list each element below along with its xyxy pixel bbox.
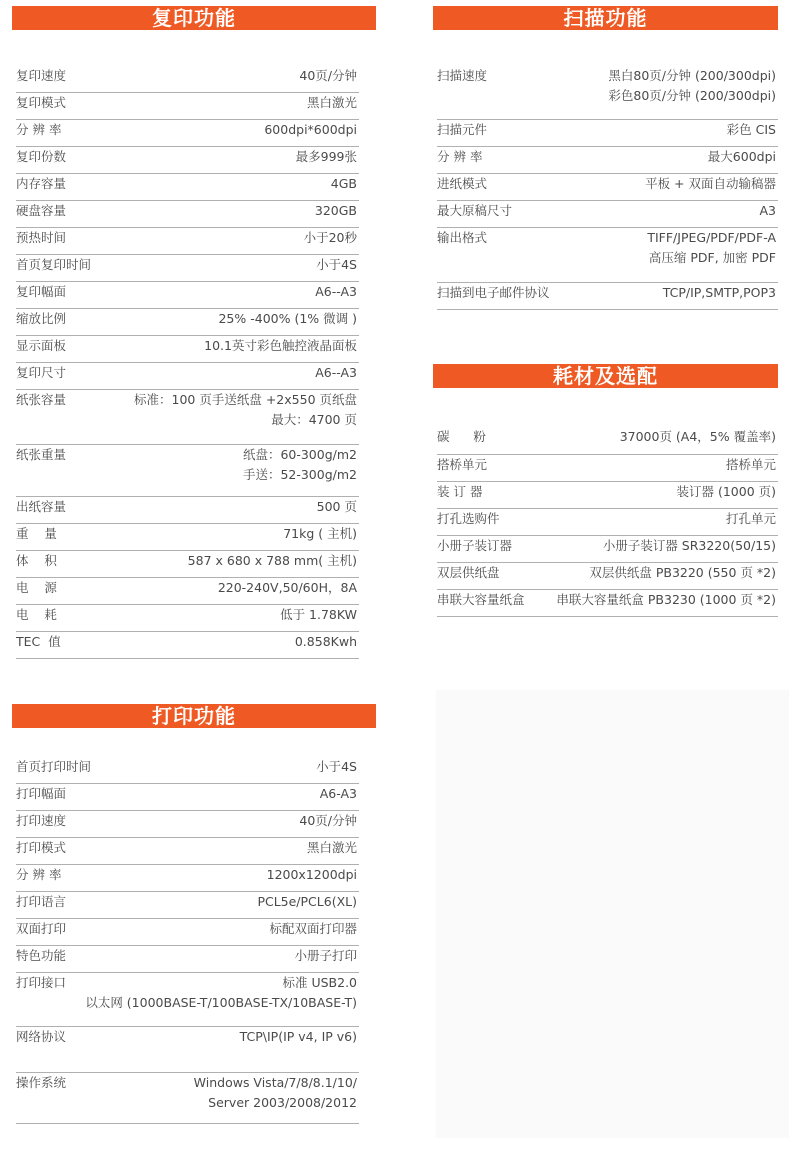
spec-value-line: 小册子装订器 SR3220(50/15) [602, 538, 776, 553]
spec-value-line: 最多999张 [295, 149, 357, 164]
spec-label: 打印幅面 [16, 786, 67, 801]
spec-value-line: 标准 USB2.0 [282, 975, 357, 990]
spec-value [620, 427, 776, 447]
spec-value-line: 500 页 [316, 499, 357, 514]
spec-label: 扫描到电子邮件协议 [437, 285, 550, 300]
spec-value-line: 最大：4700 页 [271, 412, 357, 427]
spec-value-line: A6--A3 [315, 284, 357, 299]
spec-label: 打印速度 [16, 813, 67, 828]
copy-spec-row [16, 93, 359, 120]
spec-value [608, 66, 776, 106]
spec-label: 特色功能 [16, 948, 67, 963]
scan-spec-row [437, 66, 778, 120]
scan-spec-row [437, 174, 778, 201]
spec-value [264, 120, 357, 140]
supplies-spec-row [437, 455, 778, 482]
spec-value [280, 605, 357, 625]
spec-value [645, 174, 776, 194]
copy-section [12, 6, 376, 649]
spec-label: 预热时间 [16, 230, 67, 245]
spec-value [603, 536, 776, 556]
spec-label: 打印语言 [16, 894, 67, 909]
spec-label: 网络协议 [16, 1029, 67, 1044]
spec-value-line: TIFF/JPEG/PDF/PDF-A [647, 230, 776, 245]
spec-label: 输出格式 [437, 230, 488, 245]
spec-label: 分 辨 率 [437, 149, 483, 164]
print-spec-row [16, 1027, 359, 1073]
spec-value-line: 黑白80页/分钟 (200/300dpi) [608, 68, 776, 83]
copy-spec-row [16, 282, 359, 309]
spec-label: 复印份数 [16, 149, 67, 164]
spec-value-line: 标准：100 页手送纸盘 +2x550 页纸盘 [134, 392, 357, 407]
copy-spec-row [16, 632, 359, 659]
spec-value [589, 563, 776, 583]
spec-value [283, 524, 357, 544]
spec-value [304, 228, 357, 248]
copy-spec-row [16, 524, 359, 551]
copy-spec-row [16, 497, 359, 524]
print-spec-row [16, 1073, 359, 1124]
spec-value-line: 40页/分钟 [299, 68, 357, 83]
spec-value-line: 纸盘：60-300g/m2 [242, 447, 357, 462]
spec-label: 纸张容量 [16, 392, 67, 407]
spec-label: 复印幅面 [16, 284, 67, 299]
spec-label: 打印接口 [16, 975, 67, 990]
copy-spec-row [16, 120, 359, 147]
spec-value [269, 919, 357, 939]
supplies-section [433, 364, 778, 607]
spec-value-line: A3 [759, 203, 776, 218]
print-spec-row [16, 865, 359, 892]
spec-label: 串联大容量纸盒 [437, 592, 525, 607]
spec-value-line: 彩色 CIS [726, 122, 776, 137]
spec-value-line: 低于 1.78KW [280, 607, 357, 622]
spec-label: 打印模式 [16, 840, 67, 855]
scan-spec-row [437, 283, 778, 310]
spec-value-line: 小册子打印 [294, 948, 357, 963]
spec-value-line: 600dpi*600dpi [264, 122, 357, 137]
scan-spec-row [437, 228, 778, 283]
copy-spec-row [16, 174, 359, 201]
spec-value [194, 1073, 357, 1113]
spec-value-line: 4GB [330, 176, 357, 191]
spec-value-line: 以太网 (1000BASE-T/100BASE-TX/10BASE-T) [85, 995, 357, 1010]
copy-spec-row [16, 255, 359, 282]
spec-value [726, 455, 776, 475]
spec-value-line: 40页/分钟 [299, 813, 357, 828]
spec-label: 最大原稿尺寸 [437, 203, 513, 218]
spec-value-line: 串联大容量纸盒 PB3230 (1000 页 *2) [556, 592, 776, 607]
spec-value-line: Windows Vista/7/8/8.1/10/ [193, 1075, 357, 1090]
copy-spec-row [16, 363, 359, 390]
spec-label: 显示面板 [16, 338, 67, 353]
spec-label: 复印模式 [16, 95, 67, 110]
spec-label: 电 耗 [16, 607, 57, 622]
spec-value-line: 37000页 (A4，5% 覆盖率) [619, 429, 776, 444]
spec-label: TEC 值 [16, 634, 61, 649]
spec-label: 首页打印时间 [16, 759, 92, 774]
spec-value-line: 手送：52-300g/m2 [242, 467, 357, 482]
spec-label: 复印尺寸 [16, 365, 67, 380]
spec-label: 首页复印时间 [16, 257, 92, 272]
print-spec-row [16, 811, 359, 838]
spec-value [294, 946, 357, 966]
spec-value [315, 363, 357, 383]
spec-value [299, 811, 357, 831]
spec-label: 打孔选购件 [437, 511, 500, 526]
scan-spec-row [437, 201, 778, 228]
copy-spec-row [16, 551, 359, 578]
spec-label: 电 源 [16, 580, 57, 595]
blank-panel [436, 690, 789, 1138]
spec-value-line: 小于20秒 [303, 230, 357, 245]
copy-spec-row [16, 66, 359, 93]
copy-spec-row [16, 578, 359, 605]
print-spec-row [16, 784, 359, 811]
spec-value-line: 小于4S [316, 759, 357, 774]
spec-label: 体 积 [16, 553, 57, 568]
print-spec-row [16, 946, 359, 973]
spec-value-line: 587 x 680 x 788 mm( 主机) [187, 553, 357, 568]
spec-value-line: Server 2003/2008/2012 [208, 1095, 357, 1110]
copy-spec-row [16, 309, 359, 336]
spec-value [315, 282, 357, 302]
spec-label: 搭桥单元 [437, 457, 488, 472]
spec-label: 纸张重量 [16, 447, 67, 462]
spec-value [676, 482, 776, 502]
spec-value [331, 174, 357, 194]
spec-label: 双层供纸盘 [437, 565, 500, 580]
supplies-spec-row [437, 427, 778, 455]
print-spec-row [16, 892, 359, 919]
spec-label: 复印速度 [16, 68, 67, 83]
copy-section-title: 复印功能 [12, 6, 376, 30]
copy-spec-row [16, 390, 359, 445]
copy-spec-row [16, 445, 359, 497]
spec-value-line: TCP\IP(IP v4, IP v6) [239, 1029, 357, 1044]
spec-value [708, 147, 776, 167]
spec-value [727, 120, 776, 140]
spec-label: 扫描速度 [437, 68, 488, 83]
spec-value [556, 590, 776, 610]
spec-label: 重 量 [16, 526, 57, 541]
spec-value [307, 93, 357, 113]
spec-value-line: A6--A3 [315, 365, 357, 380]
supplies-spec-row [437, 536, 778, 563]
spec-label: 扫描元件 [437, 122, 488, 137]
spec-value-line: A6-A3 [319, 786, 357, 801]
supplies-spec-row [437, 482, 778, 509]
supplies-spec-row [437, 563, 778, 590]
spec-label: 分 辨 率 [16, 122, 62, 137]
copy-spec-row [16, 228, 359, 255]
spec-value [316, 757, 357, 777]
copy-spec-row [16, 201, 359, 228]
spec-value [296, 147, 357, 167]
print-section [12, 704, 376, 1110]
spec-value [218, 309, 357, 329]
copy-spec-row [16, 605, 359, 632]
spec-value-line: 最大600dpi [707, 149, 776, 164]
spec-value [85, 973, 357, 1013]
spec-value-line: 双层供纸盘 PB3220 (550 页 *2) [589, 565, 776, 580]
spec-value [316, 255, 357, 275]
spec-value-line: 黑白激光 [306, 95, 357, 110]
spec-value [188, 551, 357, 571]
spec-value-line: 平板 + 双面自动输稿器 [645, 176, 776, 191]
print-spec-row [16, 919, 359, 946]
spec-value [726, 509, 776, 529]
spec-label: 进纸模式 [437, 176, 488, 191]
spec-value [315, 201, 357, 221]
spec-value-line: 装订器 (1000 页) [676, 484, 776, 499]
supplies-spec-row [437, 590, 778, 617]
spec-value-line: 220-240V,50/60H，8A [217, 580, 357, 595]
spec-label: 出纸容量 [16, 499, 67, 514]
spec-value-line: 黑白激光 [306, 840, 357, 855]
spec-value [240, 1027, 357, 1047]
spec-value-line: 10.1英寸彩色触控液晶面板 [204, 338, 357, 353]
print-section-title: 打印功能 [12, 704, 376, 728]
spec-label: 装 订 器 [437, 484, 483, 499]
spec-label: 碳 粉 [437, 429, 486, 444]
spec-label: 双面打印 [16, 921, 67, 936]
spec-value-line: 320GB [314, 203, 357, 218]
spec-value-line: PCL5e/PCL6(XL) [257, 894, 357, 909]
supplies-section-title: 耗材及选配 [433, 364, 778, 388]
spec-value [317, 497, 357, 517]
scan-section-title: 扫描功能 [433, 6, 778, 30]
spec-value-line: 打孔单元 [725, 511, 776, 526]
spec-value-line: 高压缩 PDF, 加密 PDF [648, 250, 776, 265]
spec-value [243, 445, 357, 485]
spec-value [299, 66, 357, 86]
spec-value [663, 283, 776, 303]
spec-value [647, 228, 776, 268]
spec-value-line: 小于4S [316, 257, 357, 272]
scan-spec-row [437, 147, 778, 174]
spec-value-line: 标配双面打印器 [269, 921, 357, 936]
spec-value [204, 336, 357, 356]
spec-label: 硬盘容量 [16, 203, 67, 218]
print-spec-row [16, 838, 359, 865]
spec-value [267, 865, 357, 885]
spec-value-line: 彩色80页/分钟 (200/300dpi) [608, 88, 776, 103]
scan-section [433, 6, 778, 300]
print-spec-row [16, 973, 359, 1027]
print-spec-row [16, 757, 359, 784]
spec-label: 缩放比例 [16, 311, 67, 326]
spec-value [295, 632, 357, 652]
copy-spec-row [16, 336, 359, 363]
spec-value [134, 390, 357, 430]
scan-spec-row [437, 120, 778, 147]
spec-value-line: TCP/IP,SMTP,POP3 [662, 285, 776, 300]
spec-label: 分 辨 率 [16, 867, 62, 882]
spec-value [759, 201, 776, 221]
spec-value-line: 25% -400% (1% 微调 ) [218, 311, 357, 326]
spec-value [218, 578, 357, 598]
spec-value-line: 1200x1200dpi [266, 867, 357, 882]
spec-value-line: 搭桥单元 [725, 457, 776, 472]
spec-value [320, 784, 357, 804]
spec-label: 内存容量 [16, 176, 67, 191]
spec-value-line: 71kg ( 主机) [283, 526, 357, 541]
supplies-spec-row [437, 509, 778, 536]
spec-label: 操作系统 [16, 1075, 67, 1090]
copy-spec-row [16, 147, 359, 174]
spec-label: 小册子装订器 [437, 538, 513, 553]
spec-value [307, 838, 357, 858]
spec-value [257, 892, 357, 912]
spec-value-line: 0.858Kwh [294, 634, 357, 649]
